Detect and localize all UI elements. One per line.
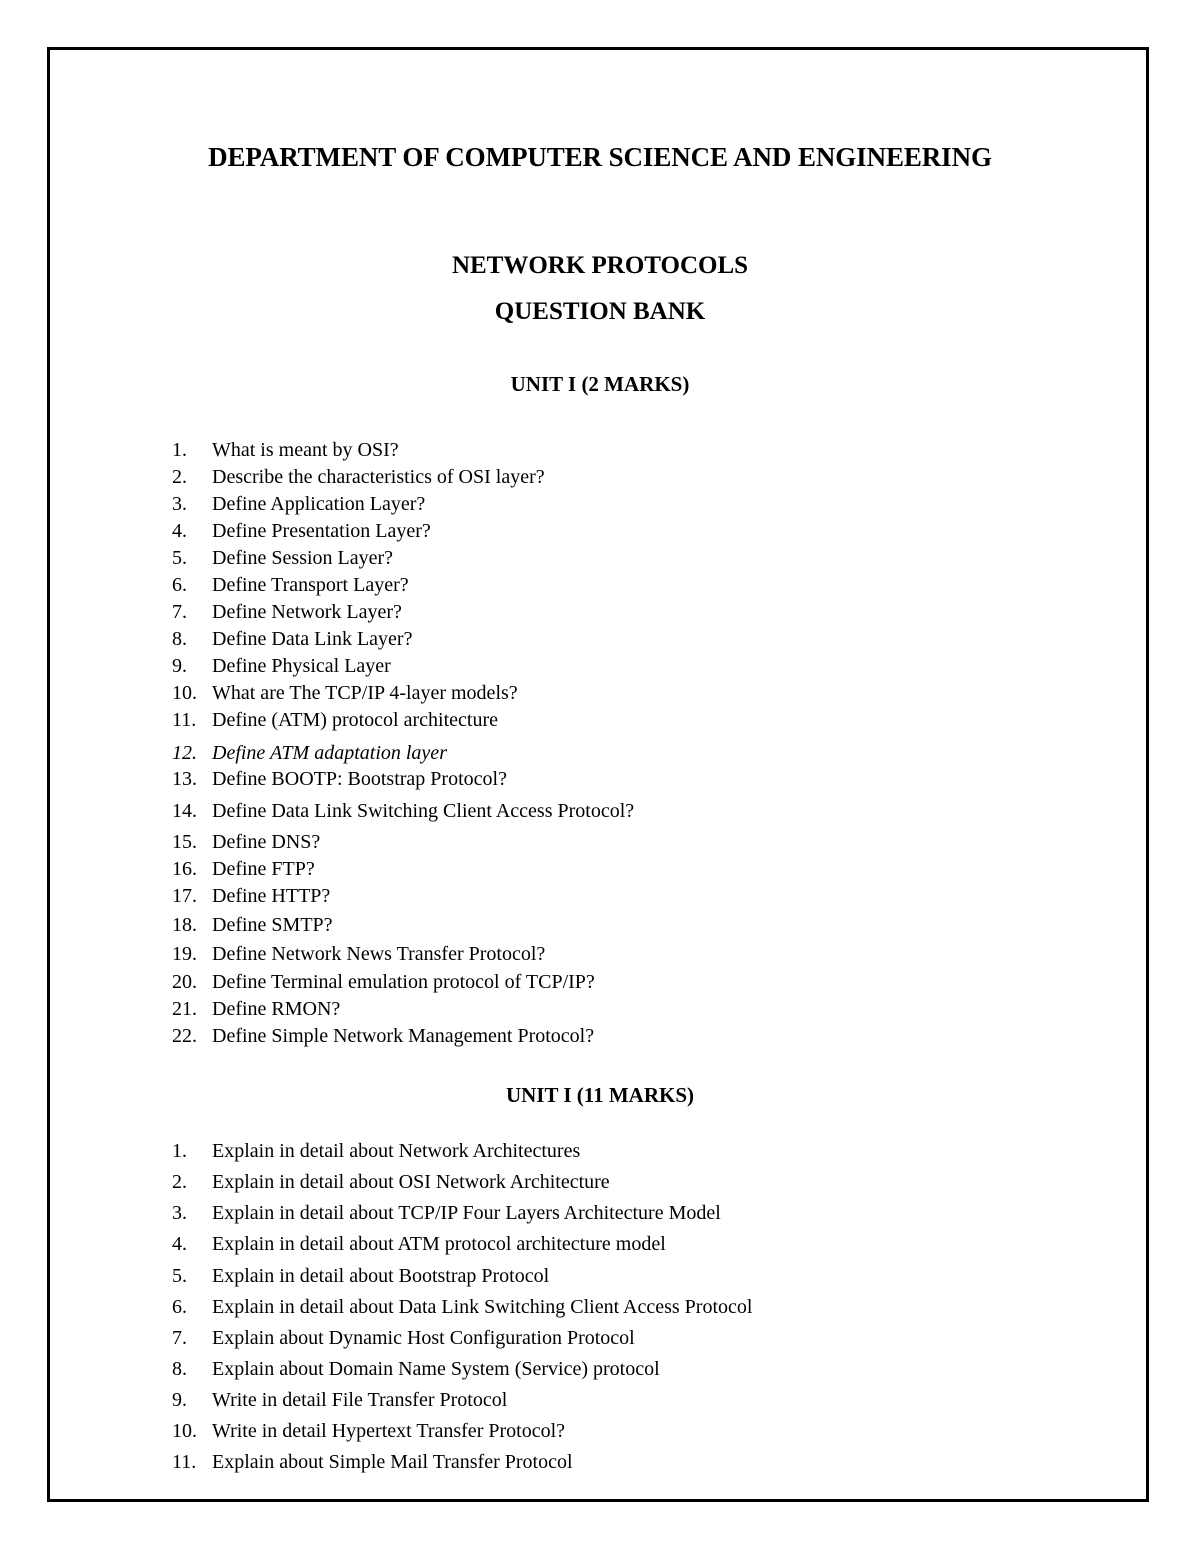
question-text: Explain about Simple Mail Transfer Protocol xyxy=(212,1451,573,1473)
question-number: 1. xyxy=(172,439,187,461)
question-text: Write in detail Hypertext Transfer Protocol? xyxy=(212,1420,565,1442)
subject-title: NETWORK PROTOCOLS xyxy=(451,252,749,279)
question-text: Define RMON? xyxy=(212,998,341,1020)
question-number: 12. xyxy=(172,742,197,764)
question-number: 14. xyxy=(172,800,197,822)
question-number: 6. xyxy=(172,574,187,596)
question-number: 20. xyxy=(172,971,197,993)
question-number: 21. xyxy=(172,998,197,1020)
question-text: Define BOOTP: Bootstrap Protocol? xyxy=(212,768,507,790)
question-text: Define SMTP? xyxy=(212,914,333,936)
question-text: Define Presentation Layer? xyxy=(212,520,431,542)
question-number: 19. xyxy=(172,943,197,965)
question-number: 6. xyxy=(172,1296,187,1318)
question-number: 9. xyxy=(172,1389,187,1411)
question-text: Define Physical Layer xyxy=(212,655,391,677)
question-text: Explain in detail about TCP/IP Four Layers Architecture Model xyxy=(212,1202,721,1224)
question-text: Explain in detail about ATM protocol architecture model xyxy=(212,1233,666,1255)
question-number: 15. xyxy=(172,831,197,853)
question-text: Define Application Layer? xyxy=(212,493,426,515)
question-text: Explain in detail about OSI Network Architecture xyxy=(212,1171,610,1193)
question-number: 10. xyxy=(172,682,197,704)
question-number: 3. xyxy=(172,1202,187,1224)
question-number: 4. xyxy=(172,520,187,542)
question-text: Define Data Link Layer? xyxy=(212,628,413,650)
question-number: 2. xyxy=(172,466,187,488)
question-number: 1. xyxy=(172,1140,187,1162)
question-text: What is meant by OSI? xyxy=(212,439,399,461)
question-number: 11. xyxy=(172,1451,197,1473)
question-text: Define (ATM) protocol architecture xyxy=(212,709,498,731)
question-number: 7. xyxy=(172,1327,187,1349)
question-text: Define Simple Network Management Protocol? xyxy=(212,1025,595,1047)
question-text: Explain about Domain Name System (Service) protocol xyxy=(212,1358,660,1380)
question-number: 2. xyxy=(172,1171,187,1193)
department-heading: DEPARTMENT OF COMPUTER SCIENCE AND ENGINEERING xyxy=(208,142,992,172)
question-text: Explain in detail about Data Link Switching Client Access Protocol xyxy=(212,1296,753,1318)
section-title-11-marks: UNIT I (11 MARKS) xyxy=(505,1083,695,1107)
question-number: 11. xyxy=(172,709,197,731)
question-number: 18. xyxy=(172,914,197,936)
question-text: Define Data Link Switching Client Access Protocol? xyxy=(212,800,635,822)
question-text: Define HTTP? xyxy=(212,885,331,907)
question-text: Define FTP? xyxy=(212,858,315,880)
question-number: 7. xyxy=(172,601,187,623)
question-text: Define Transport Layer? xyxy=(212,574,409,596)
question-text: Define DNS? xyxy=(212,831,321,853)
question-text: What are The TCP/IP 4-layer models? xyxy=(212,682,518,704)
question-number: 17. xyxy=(172,885,197,907)
question-text: Define ATM adaptation layer xyxy=(212,742,447,764)
question-text: Explain in detail about Network Architectures xyxy=(212,1140,581,1162)
question-text: Explain in detail about Bootstrap Protocol xyxy=(212,1265,550,1287)
question-text: Explain about Dynamic Host Configuration Protocol xyxy=(212,1327,635,1349)
question-text: Define Network Layer? xyxy=(212,601,402,623)
question-text: Define Session Layer? xyxy=(212,547,394,569)
question-number: 5. xyxy=(172,547,187,569)
question-number: 5. xyxy=(172,1265,187,1287)
question-text: Describe the characteristics of OSI layer? xyxy=(212,466,545,488)
question-number: 22. xyxy=(172,1025,197,1047)
question-text: Define Network News Transfer Protocol? xyxy=(212,943,546,965)
question-number: 4. xyxy=(172,1233,187,1255)
question-number: 16. xyxy=(172,858,197,880)
question-number: 10. xyxy=(172,1420,197,1442)
question-text: Write in detail File Transfer Protocol xyxy=(212,1389,508,1411)
question-number: 9. xyxy=(172,655,187,677)
question-number: 13. xyxy=(172,768,197,790)
question-number: 8. xyxy=(172,628,187,650)
question-number: 8. xyxy=(172,1358,187,1380)
question-number: 3. xyxy=(172,493,187,515)
section-title-2-marks: UNIT I (2 MARKS) xyxy=(510,372,690,396)
question-text: Define Terminal emulation protocol of TCP/IP? xyxy=(212,971,595,993)
document-type-title: QUESTION BANK xyxy=(494,298,706,325)
